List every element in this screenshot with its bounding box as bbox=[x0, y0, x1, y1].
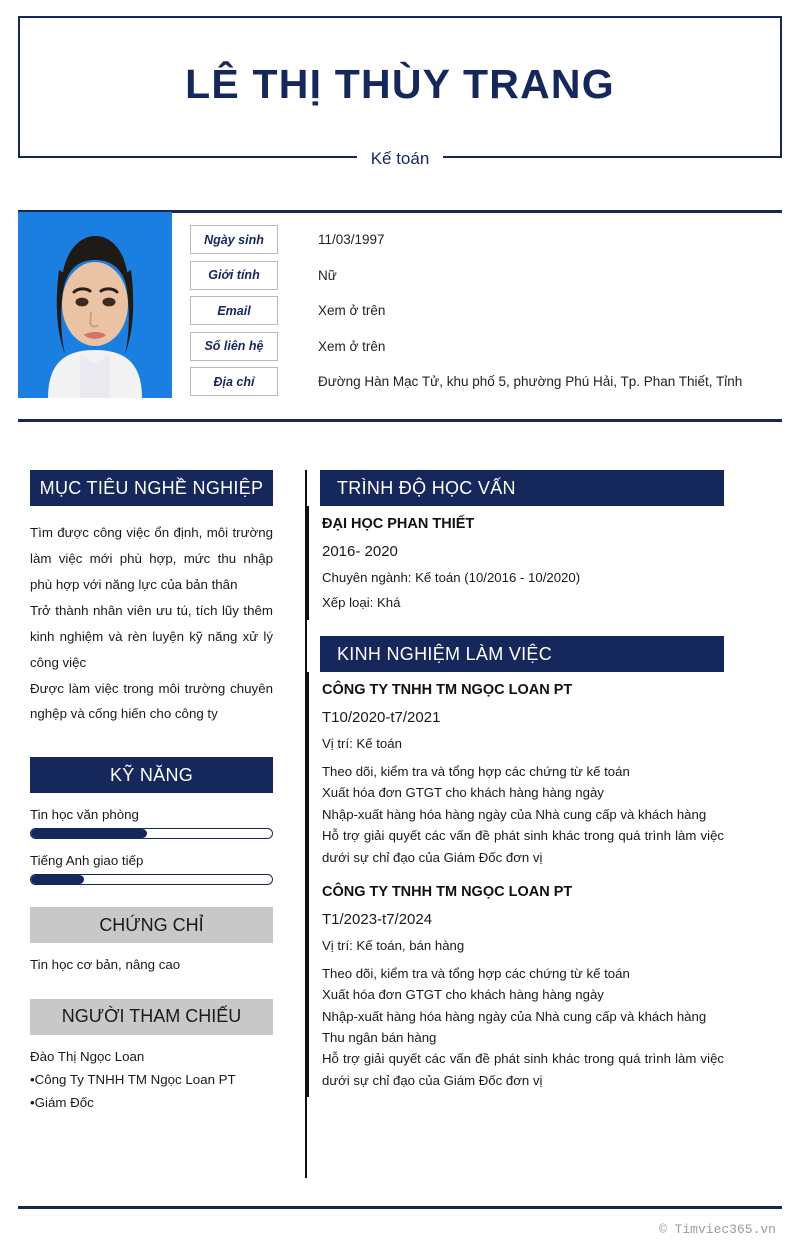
info-value-address: Đường Hàn Mạc Tử, khu phố 5, phường Phú Hải, Tp. Phan Thiết, Tỉnh bbox=[318, 374, 743, 390]
footer-rule bbox=[18, 1206, 782, 1209]
info-label-address: Địa chỉ bbox=[190, 367, 278, 396]
reference-list bbox=[30, 1045, 273, 1115]
info-bottom-rule bbox=[18, 419, 782, 422]
education-years: 2016- 2020 bbox=[322, 543, 398, 560]
education-entry bbox=[307, 506, 724, 620]
left-column bbox=[30, 470, 273, 1114]
duty-line: Theo dõi, kiểm tra và tổng hợp các chứng từ kế toán bbox=[322, 764, 630, 779]
experience-duties bbox=[322, 761, 724, 868]
reference-item: Đào Thị Ngọc Loan bbox=[30, 1048, 145, 1064]
experience-position: Vị trí: Kế toán, bán hàng bbox=[322, 937, 465, 953]
objective-paragraph: Được làm việc trong môi trường chuyên nghệp và cống hiến cho công ty bbox=[30, 680, 273, 722]
portrait-photo-icon bbox=[18, 212, 172, 398]
page-title: LÊ THỊ THÙY TRANG bbox=[185, 60, 615, 107]
objective-paragraph: Tìm được công việc ổn định, môi trường làm việc mới phù hợp, mức thu nhập phù hợp với năng lực của bản thân bbox=[30, 525, 273, 592]
info-value-gender: Nữ bbox=[318, 267, 337, 283]
section-header-objective: MỤC TIÊU NGHỀ NGHIỆP bbox=[30, 470, 273, 506]
header-box bbox=[18, 16, 782, 158]
skill-label: Tiếng Anh giao tiếp bbox=[30, 853, 144, 869]
skill-bar-fill bbox=[31, 829, 147, 838]
info-row bbox=[190, 258, 782, 294]
skill-bar-track bbox=[30, 874, 273, 885]
skill-item bbox=[30, 807, 273, 839]
certificate-item: Tin học cơ bản, nâng cao bbox=[30, 957, 181, 973]
info-label-gender: Giới tính bbox=[190, 261, 278, 290]
experience-period: T10/2020-t7/2021 bbox=[322, 709, 441, 726]
reference-item: •Công Ty TNHH TM Ngọc Loan PT bbox=[30, 1071, 236, 1087]
section-header-experience: KINH NGHIỆM LÀM VIỆC bbox=[320, 636, 724, 672]
footer-credit: © Timviec365.vn bbox=[658, 1222, 776, 1237]
education-grade: Xếp loại: Khá bbox=[322, 595, 401, 610]
education-major: Chuyên ngành: Kế toán (10/2016 - 10/2020) bbox=[322, 570, 581, 585]
education-school: ĐẠI HỌC PHAN THIẾT bbox=[322, 516, 475, 532]
section-header-references: NGƯỜI THAM CHIẾU bbox=[30, 999, 273, 1035]
right-column bbox=[320, 470, 724, 1097]
info-label-phone: Số liên hệ bbox=[190, 332, 278, 361]
info-row bbox=[190, 222, 782, 258]
info-value-birthdate: 11/03/1997 bbox=[318, 232, 385, 248]
reference-item: •Giám Đốc bbox=[30, 1095, 94, 1111]
info-value-phone: Xem ở trên bbox=[318, 338, 386, 354]
experience-entry bbox=[307, 672, 724, 874]
experience-company: CÔNG TY TNHH TM NGỌC LOAN PT bbox=[322, 682, 573, 698]
objective-paragraph: Trở thành nhân viên ưu tú, tích lũy thêm kinh nghiệm và rèn luyện kỹ năng xử lý công việc bbox=[30, 602, 273, 670]
duty-line: Nhập-xuất hàng hóa hàng ngày của Nhà cung cấp và khách hàng bbox=[322, 806, 707, 822]
info-label-email: Email bbox=[190, 296, 278, 325]
info-label-birthdate: Ngày sinh bbox=[190, 225, 278, 254]
info-row bbox=[190, 329, 782, 365]
duty-line: Xuất hóa đơn GTGT cho khách hàng hàng ngày bbox=[322, 987, 604, 1003]
duty-line: Nhập-xuất hàng hóa hàng ngày của Nhà cung cấp và khách hàng bbox=[322, 1008, 707, 1024]
skill-bar-fill bbox=[31, 875, 84, 884]
skill-bar-track bbox=[30, 828, 273, 839]
personal-info-table bbox=[190, 222, 782, 400]
duty-line: Hỗ trợ giải quyết các vấn đề phát sinh khác trong quá trình làm việc dưới sự chỉ đạo của Giám Đốc đơn vị bbox=[322, 828, 724, 865]
duty-line: Theo dõi, kiểm tra và tổng hợp các chứng từ kế toán bbox=[322, 965, 630, 981]
skill-label: Tin học văn phòng bbox=[30, 807, 139, 823]
duty-line: Thu ngân bán hàng bbox=[322, 1030, 437, 1045]
duty-line: Xuất hóa đơn GTGT cho khách hàng hàng ngày bbox=[322, 785, 604, 801]
experience-company: CÔNG TY TNHH TM NGỌC LOAN PT bbox=[322, 883, 573, 900]
job-title-strip bbox=[18, 143, 782, 173]
avatar bbox=[18, 212, 172, 398]
experience-position: Vị trí: Kế toán bbox=[322, 736, 402, 751]
info-value-email: Xem ở trên bbox=[318, 303, 386, 319]
job-title: Kế toán bbox=[357, 150, 444, 167]
experience-period: T1/2023-t7/2024 bbox=[322, 910, 433, 928]
duty-line: Hỗ trợ giải quyết các vấn đề phát sinh khác trong quá trình làm việc dưới sự chỉ đạo của Giám Đốc đơn vị bbox=[322, 1051, 724, 1088]
experience-duties bbox=[322, 963, 724, 1091]
info-row bbox=[190, 364, 782, 400]
objective-body bbox=[30, 520, 273, 727]
section-header-certificates: CHỨNG CHỈ bbox=[30, 907, 273, 943]
skill-item bbox=[30, 853, 273, 885]
experience-entry bbox=[307, 874, 724, 1097]
section-header-education: TRÌNH ĐỘ HỌC VẤN bbox=[320, 470, 724, 506]
info-row bbox=[190, 293, 782, 329]
section-header-skills: KỸ NĂNG bbox=[30, 757, 273, 793]
